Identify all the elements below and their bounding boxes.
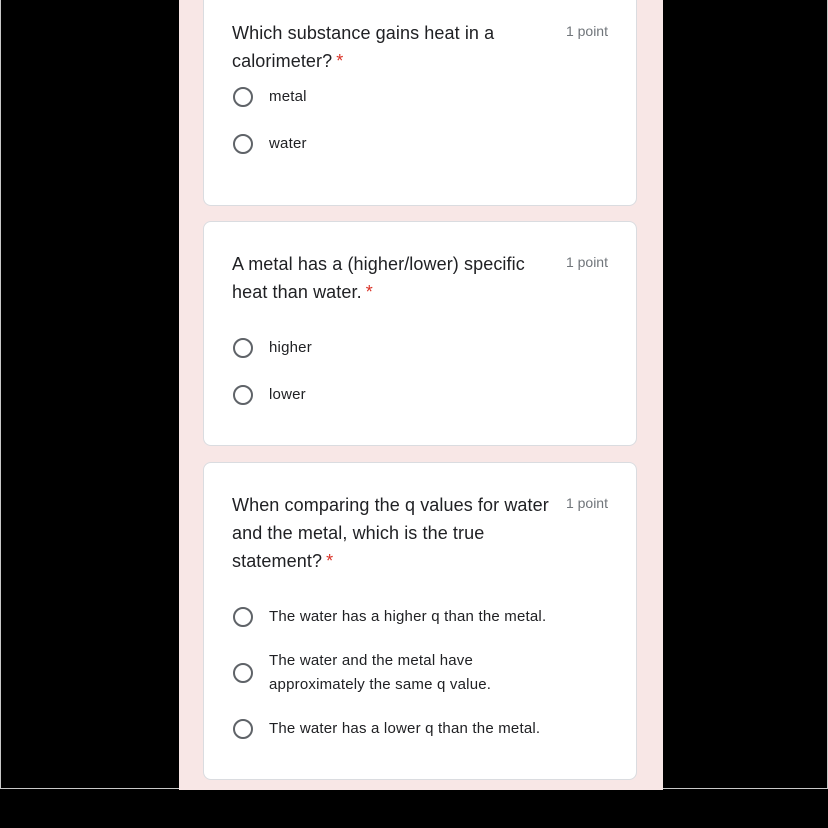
option-higher-q[interactable] — [232, 605, 608, 629]
question-title: Which substance gains heat in a calorimeter? * — [232, 23, 495, 71]
required-asterisk: * — [365, 282, 373, 302]
required-asterisk: * — [326, 551, 334, 571]
options-group — [232, 336, 608, 407]
option-label: The water has a higher q than the metal. — [269, 608, 547, 625]
question-points: 1 point — [565, 23, 608, 39]
radio-button[interactable] — [233, 385, 253, 405]
question-points: 1 point — [565, 495, 608, 511]
option-label: water — [269, 135, 307, 152]
question-header — [232, 250, 608, 306]
options-group — [232, 605, 608, 741]
option-label: The water and the metal have approximately the same q value. — [269, 652, 492, 693]
option-lower[interactable] — [232, 383, 608, 407]
question-card-1 — [203, 0, 637, 206]
radio-button[interactable] — [233, 87, 253, 107]
radio-button[interactable] — [233, 338, 253, 358]
option-label: lower — [269, 386, 306, 403]
option-metal[interactable] — [232, 85, 608, 109]
form-column — [179, 0, 663, 790]
radio-button[interactable] — [233, 719, 253, 739]
option-label: higher — [269, 339, 312, 356]
question-title: When comparing the q values for water and the metal, which is the true statement? * — [232, 495, 549, 571]
question-card-2 — [203, 221, 637, 446]
option-higher[interactable] — [232, 336, 608, 360]
radio-button[interactable] — [233, 134, 253, 154]
question-title: A metal has a (higher/lower) specific heat than water. * — [232, 254, 525, 302]
option-lower-q[interactable] — [232, 717, 608, 741]
option-label: metal — [269, 88, 307, 105]
option-same-q[interactable] — [232, 649, 608, 697]
option-water[interactable] — [232, 132, 608, 156]
radio-button[interactable] — [233, 663, 253, 683]
options-group — [232, 85, 608, 156]
radio-button[interactable] — [233, 607, 253, 627]
required-asterisk: * — [336, 51, 344, 71]
question-points: 1 point — [565, 254, 608, 270]
option-label: The water has a lower q than the metal. — [269, 720, 541, 737]
question-header — [232, 19, 608, 75]
question-card-3 — [203, 462, 637, 780]
question-header — [232, 491, 608, 575]
